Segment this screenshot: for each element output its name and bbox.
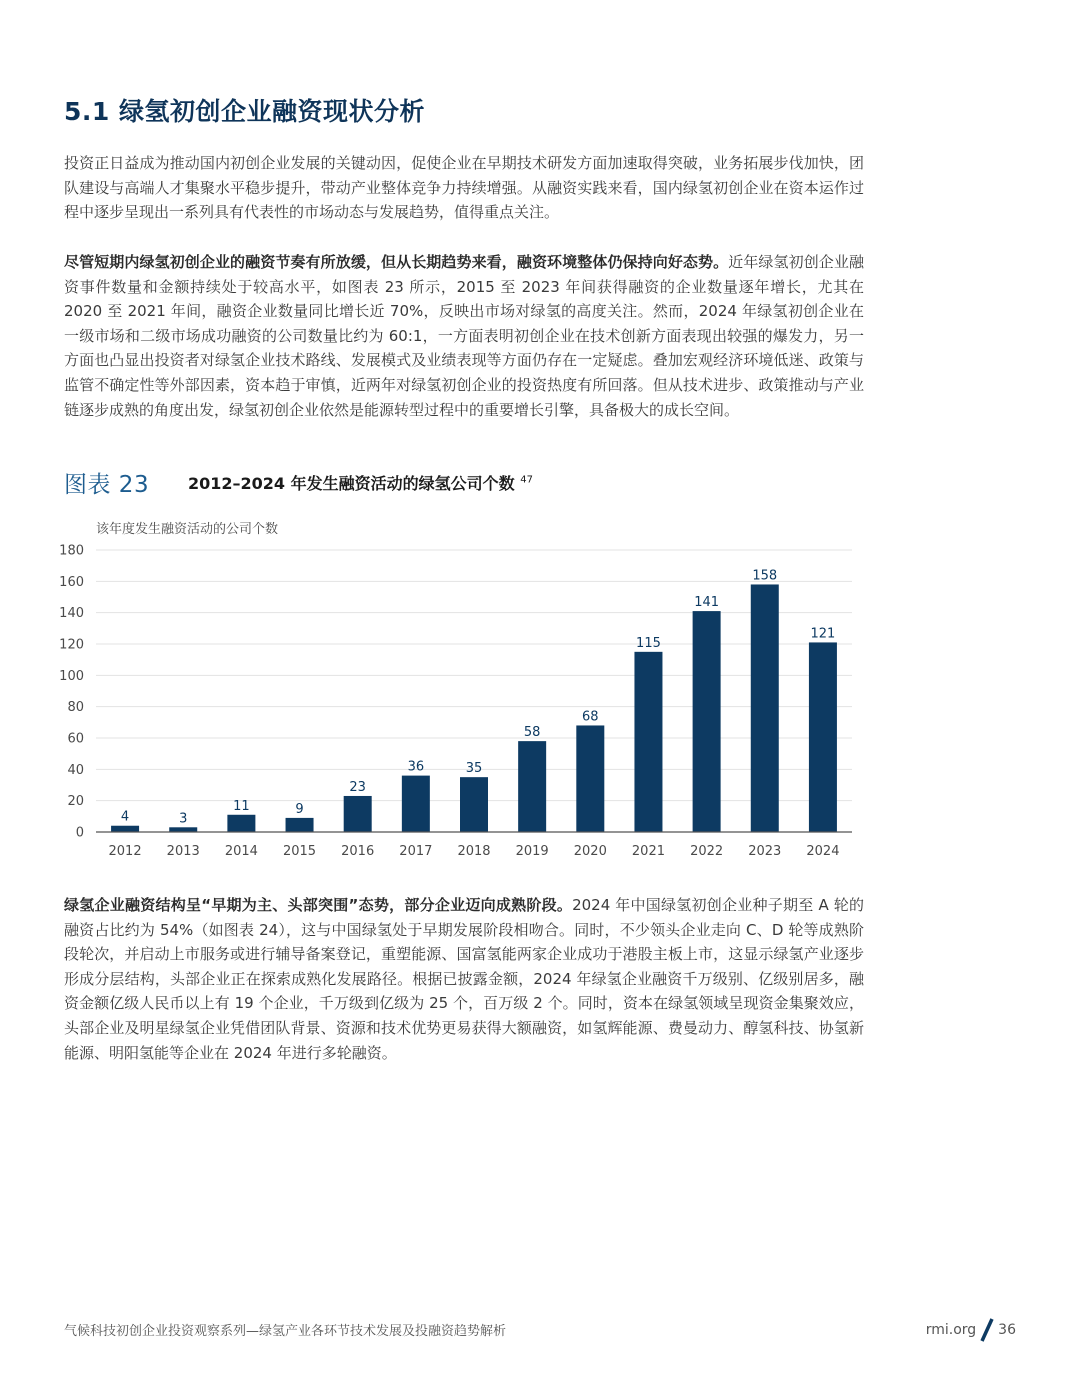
bar-value-label: 9 <box>295 801 304 817</box>
x-tick-label: 2020 <box>573 844 607 859</box>
bar-value-label: 68 <box>582 709 599 725</box>
y-tick-label: 40 <box>67 762 84 778</box>
bar-value-label: 121 <box>810 626 836 642</box>
intro-paragraph: 投资正日益成为推动国内初创企业发展的关键动因，促使企业在早期技术研发方面加速取得突破，业务拓展步伐加快，团队建设与高端人才集聚水平稳步提升，带动产业整体竞争力持续增强。从融资实践来看，国内绿氢初创企业在资本运作过程中逐步呈现出一系列具有代表性的市场动态与发展趋势，值得重点关注。 <box>64 154 864 222</box>
x-tick-label: 2022 <box>690 844 724 859</box>
slash-divider-icon <box>980 1318 994 1342</box>
y-tick-label: 120 <box>59 637 84 653</box>
x-axis-ticks <box>109 844 840 859</box>
financing-structure-paragraph <box>64 893 864 1065</box>
x-tick-label: 2021 <box>631 844 666 859</box>
y-axis-ticks <box>59 544 84 841</box>
figure-label: 图表 23 <box>64 472 150 498</box>
bar-value-label: 58 <box>523 725 541 741</box>
y-tick-label: 0 <box>75 825 84 841</box>
x-tick-label: 2018 <box>457 844 491 859</box>
y-tick-label: 140 <box>59 606 84 622</box>
bar <box>227 815 255 832</box>
bar <box>169 827 197 832</box>
x-tick-label: 2014 <box>224 844 258 859</box>
bar-value-label: 11 <box>233 798 250 814</box>
y-tick-label: 160 <box>59 574 84 590</box>
bar-value-label: 158 <box>752 568 778 584</box>
figure-title <box>188 471 533 494</box>
y-tick-label: 100 <box>59 668 84 684</box>
figure-title-text: 2012–2024 年发生融资活动的绿氢公司个数 <box>188 474 515 493</box>
bar <box>286 818 314 832</box>
figure-footnote-ref: 47 <box>520 474 533 486</box>
bar <box>518 741 546 832</box>
bar <box>576 725 604 832</box>
bar <box>809 642 837 832</box>
page-number: 36 <box>998 1322 1016 1338</box>
y-tick-label: 60 <box>67 731 84 747</box>
bar-value-label: 4 <box>120 809 130 825</box>
x-tick-label: 2012 <box>108 844 142 859</box>
x-tick-label: 2015 <box>282 844 317 859</box>
bar <box>344 796 372 832</box>
footer-page-info <box>926 1316 1016 1344</box>
y-tick-label: 80 <box>67 700 84 716</box>
x-tick-label: 2024 <box>806 844 840 859</box>
x-tick-label: 2013 <box>166 844 200 859</box>
bar <box>634 652 662 832</box>
bar <box>111 826 139 832</box>
bar-series <box>111 584 837 832</box>
bar-value-label: 36 <box>407 759 425 775</box>
bar-value-label: 23 <box>349 779 366 795</box>
bar <box>693 611 721 832</box>
x-tick-label: 2023 <box>748 844 782 859</box>
financing-structure-body: 2024 年中国绿氢初创企业种子期至 A 轮的融资占比约为 54%（如图表 24），这与中国绿氢处于早期发展阶段相吻合。同时，不少领头企业走向 C、D 轮等成熟阶段轮次，并启动上市服务或进行辅导备案登记，重塑能源、国富氢能两家企业成功于港股主板上市，这显示绿氢产业逐步形成分层结构，头部企业正在探索成熟化发展路径。根据已披露金额，2024 年绿氢企业融资千万级别、亿级别居多，融资金额亿级人民币以上有 19 个企业，千万级到亿级为 25 个，百万级 2 个。同时，资本在绿氢领域呈现资金集聚效应，头部企业及明星绿氢企业凭借团队背景、资源和技术优势更易获得大额融资，如氢辉能源、费曼动力、醇氢科技、协氢新能源、明阳氢能等企业在 2024 年进行多轮融资。 <box>64 896 864 1062</box>
y-tick-label: 180 <box>59 543 84 559</box>
bar-value-label: 141 <box>694 595 720 611</box>
bar-value-label: 35 <box>465 761 483 777</box>
y-axis-title: 该年度发生融资活动的公司个数 <box>96 522 279 537</box>
financing-trend-paragraph <box>64 250 864 422</box>
bar <box>460 777 488 832</box>
financing-structure-lead: 绿氢企业融资结构呈“早期为主、头部突围”态势，部分企业迈向成熟阶段。 <box>64 896 573 914</box>
bar <box>402 776 430 832</box>
figure-header <box>64 466 884 500</box>
y-tick-label: 20 <box>67 794 84 810</box>
x-tick-label: 2017 <box>399 844 433 859</box>
x-tick-label: 2016 <box>341 844 375 859</box>
footer-site-link[interactable]: rmi.org <box>925 1322 977 1338</box>
bar-value-label: 3 <box>179 811 188 827</box>
financing-trend-lead: 尽管短期内绿氢初创企业的融资节奏有所放缓，但从长期趋势来看，融资环境整体仍保持向好态势。 <box>64 253 729 271</box>
financing-trend-body: 近年绿氢初创企业融资事件数量和金额持续处于较高水平，如图表 23 所示，2015 至 2023 年间获得融资的企业数量逐年增长，尤其在 2020 至 2021 年间，融资企业数量同比增长近 70%，反映出市场对绿氢的高度关注。然而，2024 年绿氢初创企业在一级市场和二级市场成功融资的公司数量比约为 60:1，一方面表明初创企业在技术创新方面表现出较强的爆发力，另一方面也凸显出投资者对绿氢企业技术路线、发展模式及业绩表现等方面仍存在一定疑虑。叠加宏观经济环境低迷、政策与监管不确定性等外部因素，资本趋于审慎，近两年对绿氢初创企业的投资热度有所回落。但从技术进步、政策推动与产业链逐步成熟的角度出发，绿氢初创企业依然是能源转型过程中的重要增长引擎，具备极大的成长空间。 <box>64 253 864 419</box>
x-tick-label: 2019 <box>515 844 549 859</box>
bar-value-label: 115 <box>636 635 661 651</box>
financing-bar-chart <box>0 505 1080 870</box>
footer-report-title: 气候科技初创企业投资观察系列—绿氢产业各环节技术发展及投融资趋势解析 <box>64 1324 507 1339</box>
section-title: 5.1 绿氢初创企业融资现状分析 <box>64 97 425 126</box>
bar <box>751 584 779 832</box>
